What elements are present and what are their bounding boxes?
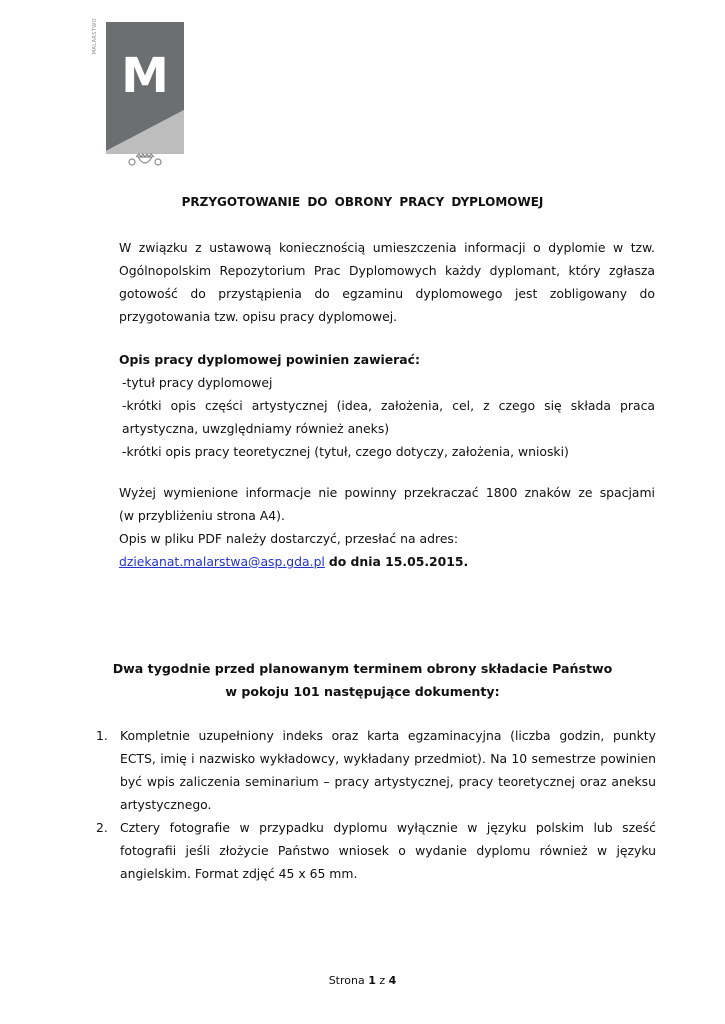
limit-line: Opis w pliku PDF należy dostarczyć, przesłać na adres: bbox=[119, 531, 459, 546]
description-item: -krótki opis części artystycznej (idea, założenia, cel, z czego się składa praca artystyczna, uwzględniamy również aneks) bbox=[122, 398, 655, 436]
documents-heading-line2: w pokoju 101 następujące dokumenty: bbox=[225, 684, 500, 699]
footer-total-pages: 4 bbox=[388, 974, 397, 987]
logo-vertical-text: MALARSTWO bbox=[92, 18, 98, 55]
footer-current-page: 1 bbox=[368, 974, 376, 987]
footer-of: z bbox=[379, 974, 386, 987]
limit-line: (w przybliżeniu strona A4). bbox=[119, 508, 285, 523]
page-title: PRZYGOTOWANIE DO OBRONY PRACY DYPLOMOWEJ bbox=[181, 195, 544, 209]
documents-heading: Dwa tygodnie przed planowanym terminem obrony składacie Państwo bbox=[112, 661, 613, 676]
deadline-text: do dnia 15.05.2015. bbox=[328, 554, 469, 569]
logo-letter: M bbox=[121, 48, 169, 104]
description-item: -krótki opis pracy teoretycznej (tytuł, czego dotyczy, założenia, wnioski) bbox=[122, 444, 569, 459]
list-item-number: 1. bbox=[96, 728, 108, 743]
list-item-text: Kompletnie uzupełniony indeks oraz karta egzaminacyjna (liczba godzin, punkty ECTS, imię i nazwisko wykładowcy, wykładany przedmiot). Na 10 semestrze powinien być wpis zaliczenia seminarium – pracy artystycznej, pracy teoretycznej oraz aneksu artystycznego. bbox=[120, 728, 656, 812]
limit-section bbox=[119, 481, 655, 573]
list-item-text: Cztery fotografie w przypadku dyplomu wyłącznie w języku polskim lub sześć fotografii jeśli złożycie Państwo wniosek o wydanie dyplomu również w języku angielskim. Format zdjęć 45 x 65 mm. bbox=[120, 820, 656, 881]
list-item bbox=[96, 724, 656, 816]
documents-list bbox=[96, 724, 656, 885]
academy-logo bbox=[96, 18, 191, 168]
description-section bbox=[119, 348, 655, 463]
description-heading: Opis pracy dyplomowej powinien zawierać: bbox=[119, 352, 420, 367]
list-item bbox=[96, 816, 656, 885]
coat-of-arms-icon bbox=[129, 154, 161, 165]
limit-line: Wyżej wymienione informacje nie powinny przekraczać 1800 znaków ze spacjami bbox=[119, 485, 655, 500]
page-footer bbox=[0, 974, 725, 987]
list-item-number: 2. bbox=[96, 820, 108, 835]
description-item: -tytuł pracy dyplomowej bbox=[122, 375, 273, 390]
intro-paragraph: W związku z ustawową koniecznością umieszczenia informacji o dyplomie w tzw. Ogólnopolskim Repozytorium Prac Dyplomowych każdy dyplomant, który zgłasza gotowość do przystąpienia do egzaminu dyplomowego jest zobligowany do przygotowania tzw. opisu pracy dyplomowej. bbox=[119, 240, 655, 324]
footer-label: Strona bbox=[328, 974, 365, 987]
contact-line bbox=[119, 550, 655, 573]
email-link[interactable]: dziekanat.malarstwa@asp.gda.pl bbox=[119, 554, 325, 569]
